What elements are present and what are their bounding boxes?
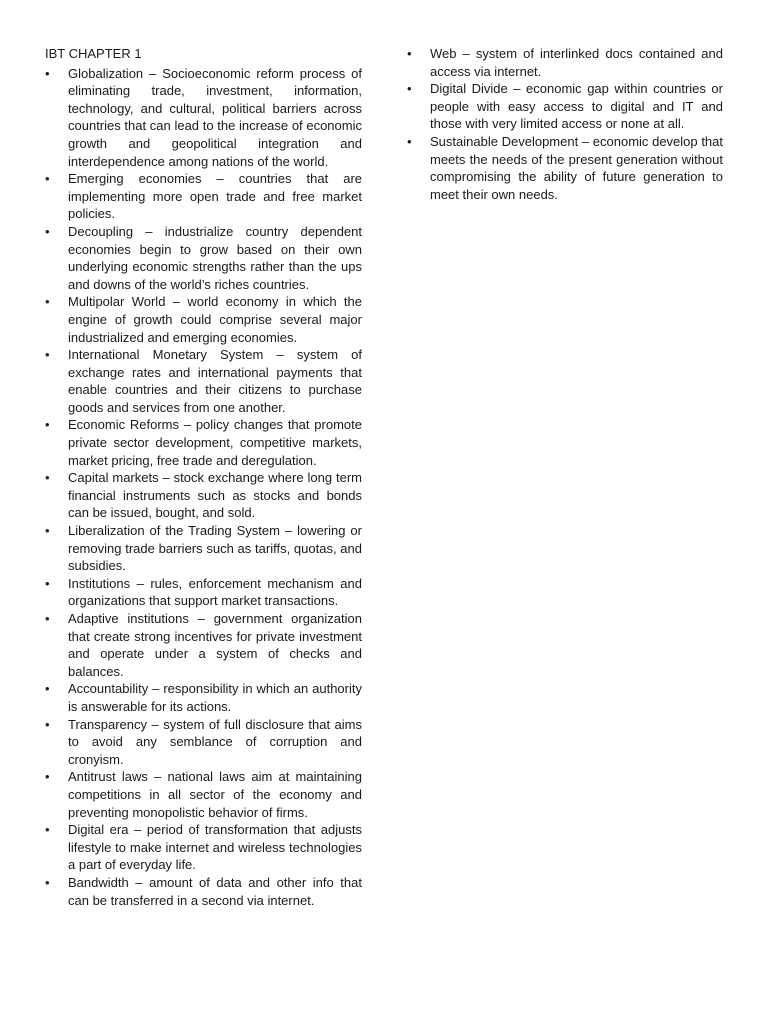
term-text: Adaptive institutions – government organization that create strong incentives for private investment and operate under a system of checks and balances. bbox=[68, 611, 362, 679]
bullet-icon: • bbox=[45, 523, 50, 539]
term-text: Multipolar World – world economy in which the engine of growth could comprise several major industrialized and emerging economies. bbox=[68, 294, 362, 345]
bullet-icon: • bbox=[45, 681, 50, 697]
bullet-icon: • bbox=[45, 294, 50, 310]
term-text: Emerging economies – countries that are implementing more open trade and free market policies. bbox=[68, 171, 362, 222]
bullet-icon: • bbox=[407, 81, 412, 97]
bullet-icon: • bbox=[45, 65, 50, 81]
bullet-icon: • bbox=[45, 171, 50, 187]
term-text: Institutions – rules, enforcement mechanism and organizations that support market transactions. bbox=[68, 575, 362, 609]
term-text: Transparency – system of full disclosure that aims to avoid any semblance of corruption and cronyism. bbox=[68, 716, 362, 767]
term-item bbox=[45, 768, 362, 821]
term-text: Web – system of interlinked docs contained and access via internet. bbox=[430, 46, 723, 79]
term-item bbox=[45, 65, 362, 171]
term-item bbox=[45, 416, 362, 469]
bullet-icon: • bbox=[45, 769, 50, 785]
term-text: Digital era – period of transformation that adjusts lifestyle to make internet and wireless technologies a part of everyday life. bbox=[68, 822, 362, 873]
term-item bbox=[407, 80, 723, 133]
bullet-icon: • bbox=[45, 716, 50, 732]
bullet-icon: • bbox=[45, 347, 50, 363]
bullet-icon: • bbox=[45, 417, 50, 433]
left-column bbox=[45, 45, 362, 909]
bullet-icon: • bbox=[45, 822, 50, 838]
term-text: Bandwidth – amount of data and other info that can be transferred in a second via internet. bbox=[68, 874, 362, 908]
bullet-icon: • bbox=[45, 223, 50, 239]
term-text: Economic Reforms – policy changes that promote private sector development, competitive markets, market pricing, free trade and deregulation. bbox=[68, 417, 362, 468]
bullet-icon: • bbox=[407, 46, 412, 61]
term-item bbox=[45, 170, 362, 223]
term-text: Sustainable Development – economic develop that meets the needs of the present generation without compromising the ability of future generation to meet their own needs. bbox=[430, 133, 723, 202]
term-text: Accountability – responsibility in which an authority is answerable for its actions. bbox=[68, 681, 362, 714]
term-item bbox=[45, 716, 362, 769]
term-item bbox=[407, 45, 723, 80]
term-text: Decoupling – industrialize country dependent economies begin to grow based on their own underlying economic strengths rather than the ups and downs of the world’s riches countries. bbox=[68, 223, 362, 292]
bullet-icon: • bbox=[45, 874, 50, 890]
term-item bbox=[45, 874, 362, 909]
term-text: International Monetary System – system of exchange rates and international payments that enable countries and their citizens to purchase goods and services from one another. bbox=[68, 347, 362, 415]
bullet-icon: • bbox=[45, 575, 50, 591]
term-text: Capital markets – stock exchange where long term financial instruments such as stocks and bonds can be issued, bought, and sold. bbox=[68, 470, 362, 521]
right-column bbox=[407, 45, 723, 203]
term-item bbox=[45, 610, 362, 680]
term-text: Digital Divide – economic gap within countries or people with easy access to digital and IT and those with very limited access or none at all. bbox=[430, 81, 723, 132]
term-text: Antitrust laws – national laws aim at maintaining competitions in all sector of the economy and preventing monopolistic behavior of firms. bbox=[68, 769, 362, 820]
term-item bbox=[45, 293, 362, 346]
term-text: Globalization – Socioeconomic reform process of eliminating trade, investment, information, technology, and cultural, political barriers across countries that can lead to the increase of economic growth and geopolitical integration and interdependence among nations of the world. bbox=[68, 65, 362, 169]
left-term-list bbox=[45, 65, 362, 910]
term-item bbox=[45, 680, 362, 715]
term-item bbox=[407, 133, 723, 203]
bullet-icon: • bbox=[45, 611, 50, 626]
bullet-icon: • bbox=[45, 470, 50, 486]
bullet-icon: • bbox=[407, 133, 412, 149]
term-text: Liberalization of the Trading System – lowering or removing trade barriers such as tariffs, quotas, and subsidies. bbox=[68, 523, 362, 574]
right-term-list bbox=[407, 45, 723, 203]
term-item bbox=[45, 346, 362, 416]
document-title: IBT CHAPTER 1 bbox=[45, 46, 142, 61]
term-item bbox=[45, 522, 362, 575]
term-item bbox=[45, 821, 362, 874]
term-item bbox=[45, 575, 362, 610]
term-item bbox=[45, 469, 362, 522]
term-item bbox=[45, 223, 362, 293]
